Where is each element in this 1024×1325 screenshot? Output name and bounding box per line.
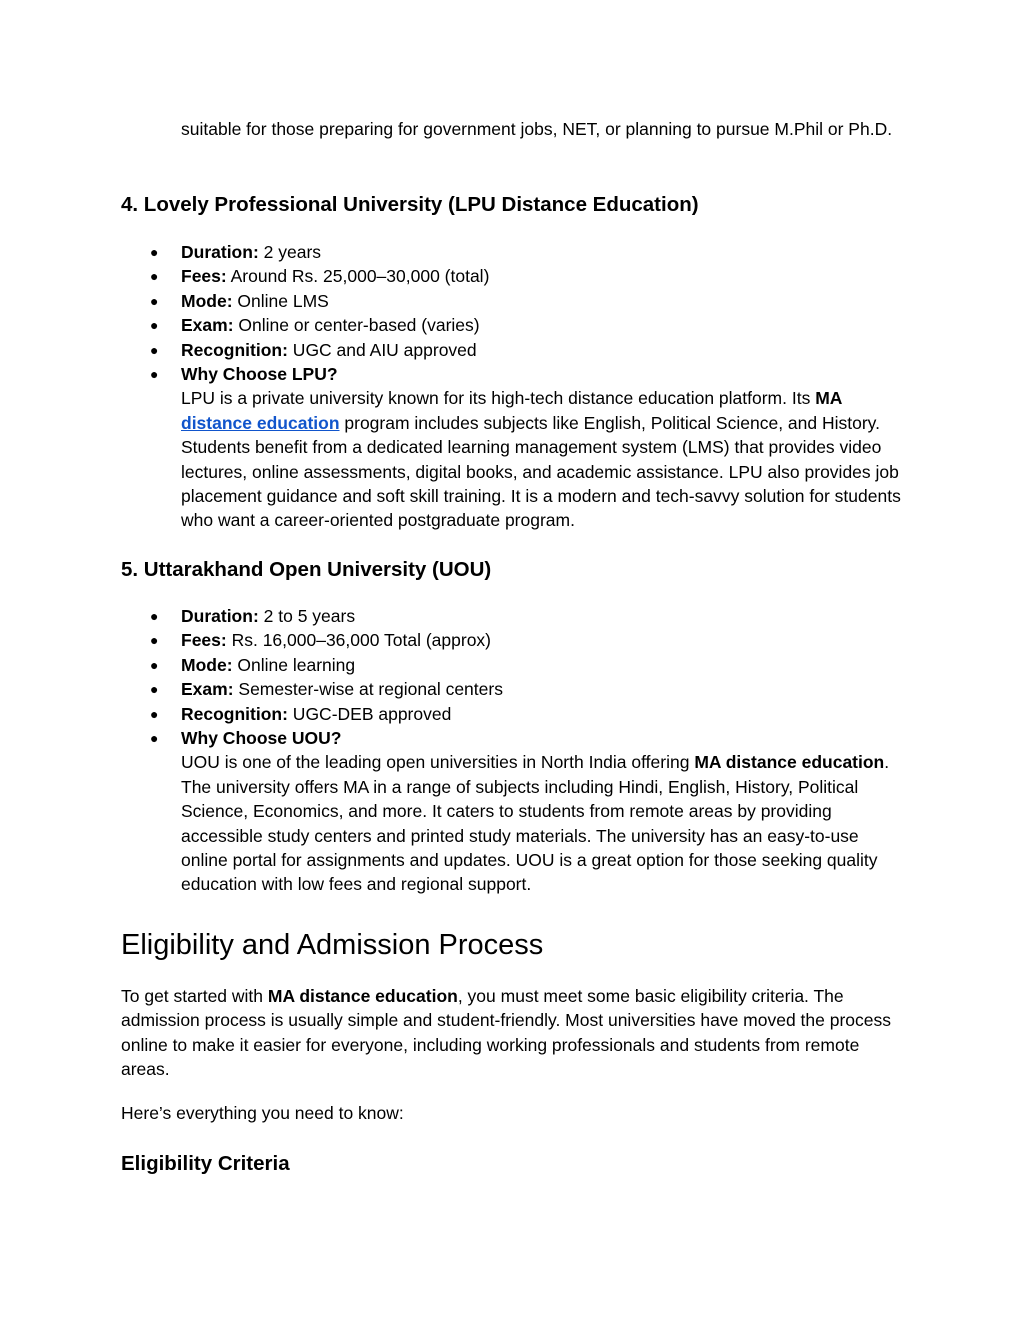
list-item	[0, 677, 906, 701]
list-item	[0, 604, 906, 628]
list-item	[0, 653, 906, 677]
need-to-know-text: Here’s everything you need to know:	[121, 1103, 404, 1123]
item-label: Recognition:	[181, 339, 288, 360]
bullet-icon: ●	[150, 268, 159, 285]
bullet-icon: ●	[150, 366, 159, 383]
eligibility-intro	[121, 984, 906, 1082]
why-text-end: program includes subjects like English, Political Science, and History. Students benefit from a dedicated learning management system (LMS) that provides video lectures, online assessments, digital books, and academic assistance. LPU also provides job placement guidance and soft skill training. It is a modern and tech-savvy solution for students who want a career-oriented postgraduate program.	[181, 412, 901, 531]
why-label: Why Choose LPU?	[181, 364, 338, 385]
list-item	[0, 289, 906, 313]
bullet-icon: ●	[150, 608, 159, 624]
why-bold-term: MA	[815, 388, 843, 409]
item-value: 2 years	[258, 242, 322, 262]
list-item	[0, 338, 906, 362]
intro-bold-term: MA distance education	[267, 986, 458, 1006]
bullet-icon: ●	[150, 656, 159, 673]
list-item	[0, 264, 906, 288]
item-label: Fees:	[181, 266, 227, 287]
item-value: Online learning	[232, 654, 356, 675]
bullet-icon: ●	[150, 317, 159, 334]
lpu-heading: 4. Lovely Professional University (LPU Distance Education)	[121, 193, 699, 216]
list-item	[0, 313, 906, 337]
item-label: Duration:	[181, 242, 259, 262]
item-label: Exam:	[181, 315, 234, 336]
why-text-end: . The university offers MA in a range of subjects including Hindi, English, History, Political Science, Economics, and more. It caters to students from remote areas by providing accessible study centers and printed study materials. The university has an easy-to-use online portal for assignments and updates. UOU is a great option for those seeking quality education with low fees and regional support.	[181, 752, 890, 895]
why-text-start: UOU is one of the leading open universities in North India offering	[181, 752, 695, 773]
intro-text-start: To get started with	[121, 986, 268, 1006]
item-value: Online or center-based (varies)	[233, 315, 480, 336]
list-item	[0, 240, 906, 264]
item-value: UGC and AIU approved	[287, 339, 477, 360]
item-value: 2 to 5 years	[258, 606, 356, 626]
distance-education-link[interactable]: distance education	[181, 412, 340, 433]
bullet-icon: ●	[150, 632, 159, 649]
item-label: Fees:	[181, 630, 227, 651]
continuation-text: suitable for those preparing for government jobs, NET, or planning to pursue M.Phil or Ph.D.	[181, 119, 893, 139]
intro-text-end: , you must meet some basic eligibility criteria. The admission process is usually simple and student-friendly. Most universities have moved the process online to make it easier for everyone, including working professionals and students from remote areas.	[121, 986, 892, 1080]
bullet-icon: ●	[150, 292, 159, 309]
eligibility-heading: Eligibility and Admission Process	[121, 929, 544, 961]
item-value: Around Rs. 25,000–30,000 (total)	[226, 266, 490, 287]
item-label: Duration:	[181, 606, 259, 626]
uou-heading: 5. Uttarakhand Open University (UOU)	[121, 558, 492, 581]
list-item-why	[0, 726, 906, 897]
uou-details-list	[0, 604, 1024, 897]
bullet-icon: ●	[150, 730, 159, 747]
item-value: Rs. 16,000–36,000 Total (approx)	[226, 630, 492, 651]
why-text-start: LPU is a private university known for its high-tech distance education platform. Its	[181, 388, 816, 409]
item-value: Semester-wise at regional centers	[233, 679, 503, 700]
list-item	[0, 628, 906, 652]
item-value: Online LMS	[232, 290, 329, 311]
item-label: Exam:	[181, 679, 234, 700]
item-value: UGC-DEB approved	[287, 703, 452, 724]
list-item-why	[0, 362, 906, 533]
eligibility-criteria-heading: Eligibility Criteria	[121, 1152, 290, 1175]
lpu-details-list	[0, 240, 1024, 533]
list-item	[0, 702, 906, 726]
bullet-icon: ●	[150, 705, 159, 722]
item-label: Recognition:	[181, 703, 288, 724]
bullet-icon: ●	[150, 341, 159, 358]
bullet-icon: ●	[150, 244, 159, 260]
item-label: Mode:	[181, 654, 233, 675]
why-bold-term: MA distance education	[694, 752, 885, 773]
bullet-icon: ●	[150, 681, 159, 698]
item-label: Mode:	[181, 290, 233, 311]
why-label: Why Choose UOU?	[181, 728, 342, 749]
